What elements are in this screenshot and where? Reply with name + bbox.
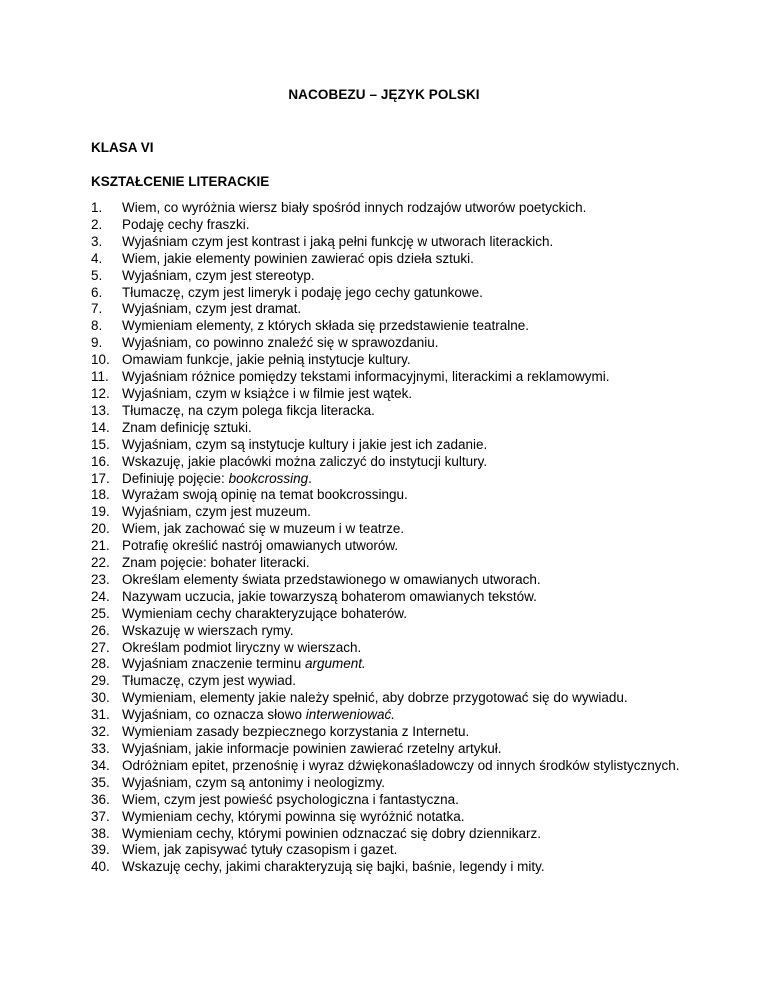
list-item-text-main: Wymieniam cechy, którymi powinien odznaczać się dobry dziennikarz. xyxy=(122,825,542,841)
list-item xyxy=(91,285,711,302)
list-item-text xyxy=(122,420,711,437)
list-item-text xyxy=(122,318,711,335)
list-item-number: 2. xyxy=(91,216,103,232)
list-item-text-main: Tłumaczę, czym jest wywiad. xyxy=(122,673,297,689)
list-item-number: 23. xyxy=(91,571,110,587)
list-item-text-main: Wiem, jak zachować się w muzeum i w teatrze. xyxy=(122,521,405,537)
list-item-number: 20. xyxy=(91,521,110,537)
list-item-number: 14. xyxy=(91,419,110,435)
list-item xyxy=(91,724,711,741)
list-item xyxy=(91,792,711,809)
list-item-text-main: Wyjaśniam znaczenie terminu xyxy=(122,656,305,672)
list-item xyxy=(91,589,711,606)
list-item-number: 32. xyxy=(91,724,110,740)
list-item-text xyxy=(122,403,711,420)
list-item-number: 9. xyxy=(91,335,103,351)
list-item xyxy=(91,200,711,217)
list-item-text xyxy=(122,555,711,572)
list-item-text xyxy=(122,200,711,217)
list-item-text xyxy=(122,623,711,640)
list-item-text xyxy=(122,268,711,285)
list-item-number: 4. xyxy=(91,250,103,266)
list-item xyxy=(91,623,711,640)
list-item-text-suffix: . xyxy=(308,470,312,486)
list-item-text-main: Określam podmiot liryczny w wierszach. xyxy=(122,639,362,655)
list-item xyxy=(91,859,711,876)
list-item xyxy=(91,487,711,504)
list-item-number: 12. xyxy=(91,385,110,401)
list-item xyxy=(91,234,711,251)
list-item xyxy=(91,826,711,843)
list-item-text xyxy=(122,792,711,809)
list-item-text xyxy=(122,471,711,488)
list-item-number: 29. xyxy=(91,673,110,689)
list-item-text-main: Wiem, czym jest powieść psychologiczna i fantastyczna. xyxy=(122,791,459,807)
list-item xyxy=(91,758,711,775)
list-item-text xyxy=(122,640,711,657)
list-item-text-main: Wymieniam zasady bezpiecznego korzystania z Internetu. xyxy=(122,724,470,740)
list-item xyxy=(91,572,711,589)
list-item-text xyxy=(122,386,711,403)
list-item-text-main: Wyjaśniam, czym jest dramat. xyxy=(122,301,302,317)
list-item-text xyxy=(122,656,711,673)
list-item xyxy=(91,555,711,572)
list-item-text xyxy=(122,437,711,454)
list-item-number: 38. xyxy=(91,825,110,841)
document-title: NACOBEZU – JĘZYK POLSKI xyxy=(288,87,480,102)
list-item-text-main: Wymieniam cechy charakteryzujące bohaterów. xyxy=(122,605,408,621)
list-item-text-main: Podaję cechy fraszki. xyxy=(122,216,250,232)
list-item xyxy=(91,454,711,471)
class-heading: KLASA VI xyxy=(91,140,154,155)
list-item-text-main: Wskazuję cechy, jakimi charakteryzują się bajki, baśnie, legendy i mity. xyxy=(122,859,545,875)
list-item xyxy=(91,707,711,724)
list-item-text xyxy=(122,572,711,589)
list-item-number: 39. xyxy=(91,842,110,858)
list-item-number: 27. xyxy=(91,639,110,655)
list-item-number: 17. xyxy=(91,470,110,486)
list-item-text-main: Tłumaczę, na czym polega fikcja literacka. xyxy=(122,402,375,418)
list-item xyxy=(91,842,711,859)
list-item-number: 22. xyxy=(91,555,110,571)
list-item-text-main: Wyjaśniam, czym są antonimy i neologizmy. xyxy=(122,774,385,790)
list-item xyxy=(91,471,711,488)
list-item-number: 13. xyxy=(91,402,110,418)
list-item-text xyxy=(122,369,711,386)
list-item-text xyxy=(122,335,711,352)
list-item-text-main: Wskazuję w wierszach rymy. xyxy=(122,622,294,638)
list-item-text xyxy=(122,741,711,758)
list-item xyxy=(91,809,711,826)
list-item-text-main: Wyjaśniam różnice pomiędzy tekstami informacyjnymi, literackimi a reklamowymi. xyxy=(122,369,610,385)
list-item-text-main: Wymieniam cechy, którymi powinna się wyróżnić notatka. xyxy=(122,808,465,824)
list-item-text xyxy=(122,859,711,876)
list-item-text xyxy=(122,724,711,741)
list-item-text-main: Wymieniam, elementy jakie należy spełnić, aby dobrze przygotować się do wywiadu. xyxy=(122,690,628,706)
requirements-list xyxy=(91,200,711,876)
list-item-text xyxy=(122,758,711,775)
list-item-text-main: Potrafię określić nastrój omawianych utworów. xyxy=(122,538,399,554)
list-item-text-main: Wyjaśniam, czym są instytucje kultury i jakie jest ich zadanie. xyxy=(122,436,488,452)
list-item-text xyxy=(122,589,711,606)
list-item-text-main: Znam definicję sztuki. xyxy=(122,419,252,435)
list-item xyxy=(91,420,711,437)
list-item xyxy=(91,504,711,521)
list-item-number: 15. xyxy=(91,436,110,452)
list-item-number: 37. xyxy=(91,808,110,824)
list-item xyxy=(91,369,711,386)
list-item-italic-term: argument. xyxy=(304,656,366,672)
list-item-text xyxy=(122,775,711,792)
list-item-text-main: Tłumaczę, czym jest limeryk i podaję jego cechy gatunkowe. xyxy=(122,284,483,300)
list-item-text xyxy=(122,301,711,318)
list-item-text xyxy=(122,606,711,623)
list-item xyxy=(91,640,711,657)
list-item-number: 35. xyxy=(91,774,110,790)
list-item-text-main: Wyjaśniam, co oznacza słowo xyxy=(122,707,306,723)
list-item-number: 28. xyxy=(91,656,110,672)
list-item xyxy=(91,673,711,690)
list-item-number: 40. xyxy=(91,859,110,875)
list-item-text-main: Odróżniam epitet, przenośnię i wyraz dźwiękonaśladowczy od innych środków stylistycznych. xyxy=(122,757,680,773)
list-item-number: 5. xyxy=(91,267,103,283)
list-item-text-main: Omawiam funkcje, jakie pełnią instytucje kultury. xyxy=(122,352,411,368)
list-item-number: 21. xyxy=(91,538,110,554)
list-item-italic-term: interweniować. xyxy=(305,707,395,723)
list-item-number: 36. xyxy=(91,791,110,807)
list-item-text xyxy=(122,285,711,302)
list-item-text-main: Wiem, jakie elementy powinien zawierać opis dzieła sztuki. xyxy=(122,250,474,266)
list-item xyxy=(91,521,711,538)
list-item-text-main: Nazywam uczucia, jakie towarzyszą bohaterom omawianych tekstów. xyxy=(122,588,537,604)
list-item-text xyxy=(122,538,711,555)
list-item-text-main: Wiem, jak zapisywać tytuły czasopism i gazet. xyxy=(122,842,398,858)
list-item-number: 11. xyxy=(91,369,109,385)
list-item-text xyxy=(122,352,711,369)
list-item-number: 19. xyxy=(91,504,110,520)
list-item xyxy=(91,403,711,420)
list-item xyxy=(91,251,711,268)
list-item-text-main: Wskazuję, jakie placówki można zaliczyć do instytucji kultury. xyxy=(122,453,488,469)
list-item xyxy=(91,217,711,234)
list-item-italic-term: bookcrossing xyxy=(228,470,309,486)
list-item xyxy=(91,268,711,285)
list-item xyxy=(91,690,711,707)
list-item-text-main: Znam pojęcie: bohater literacki. xyxy=(122,555,310,571)
list-item xyxy=(91,301,711,318)
list-item-text xyxy=(122,707,711,724)
list-item xyxy=(91,335,711,352)
list-item-text-main: Wyjaśniam, czym jest muzeum. xyxy=(122,504,311,520)
list-item-text xyxy=(122,217,711,234)
list-item-text xyxy=(122,809,711,826)
list-item-text xyxy=(122,454,711,471)
list-item-text xyxy=(122,251,711,268)
list-item-number: 24. xyxy=(91,588,110,604)
list-item-number: 25. xyxy=(91,605,110,621)
list-item-number: 16. xyxy=(91,453,110,469)
list-item-text xyxy=(122,504,711,521)
list-item-number: 33. xyxy=(91,741,110,756)
list-item-text xyxy=(122,521,711,538)
list-item-text xyxy=(122,487,711,504)
list-item-number: 30. xyxy=(91,690,110,706)
list-item-number: 34. xyxy=(91,757,110,773)
list-item xyxy=(91,437,711,454)
list-item-text-main: Wyrażam swoją opinię na temat bookcrossingu. xyxy=(122,487,408,503)
list-item-number: 1. xyxy=(91,200,103,215)
list-item-text xyxy=(122,690,711,707)
list-item-text-main: Wyjaśniam czym jest kontrast i jaką pełni funkcję w utworach literackich. xyxy=(122,233,554,249)
list-item-number: 7. xyxy=(91,301,103,317)
list-item-number: 10. xyxy=(91,352,110,368)
list-item-text xyxy=(122,234,711,251)
list-item-text-main: Wyjaśniam, jakie informacje powinien zawierać rzetelny artykuł. xyxy=(122,741,502,756)
list-item-number: 6. xyxy=(91,284,103,300)
list-item-number: 3. xyxy=(91,233,103,249)
list-item xyxy=(91,352,711,369)
list-item-text xyxy=(122,842,711,859)
list-item-number: 31. xyxy=(91,707,110,723)
list-item-text-main: Wymieniam elementy, z których składa się przedstawienie teatralne. xyxy=(122,318,530,334)
list-item xyxy=(91,386,711,403)
list-item-number: 26. xyxy=(91,622,110,638)
list-item-text-main: Wyjaśniam, co powinno znaleźć się w sprawozdaniu. xyxy=(122,335,439,351)
list-item-number: 8. xyxy=(91,318,103,334)
list-item-number: 18. xyxy=(91,487,110,503)
list-item xyxy=(91,656,711,673)
list-item-text-main: Wyjaśniam, czym w książce i w filmie jest wątek. xyxy=(122,385,413,401)
list-item xyxy=(91,741,711,758)
list-item xyxy=(91,775,711,792)
list-item-text-main: Wiem, co wyróżnia wiersz biały spośród innych rodzajów utworów poetyckich. xyxy=(122,200,587,215)
list-item-text-main: Określam elementy świata przedstawionego w omawianych utworach. xyxy=(122,571,541,587)
list-item xyxy=(91,318,711,335)
list-item-text xyxy=(122,673,711,690)
list-item-text-main: Wyjaśniam, czym jest stereotyp. xyxy=(122,267,315,283)
list-item-text-main: Definiuję pojęcie: xyxy=(122,470,229,486)
list-item xyxy=(91,538,711,555)
section-heading: KSZTAŁCENIE LITERACKIE xyxy=(91,174,270,189)
list-item xyxy=(91,606,711,623)
list-item-text xyxy=(122,826,711,843)
